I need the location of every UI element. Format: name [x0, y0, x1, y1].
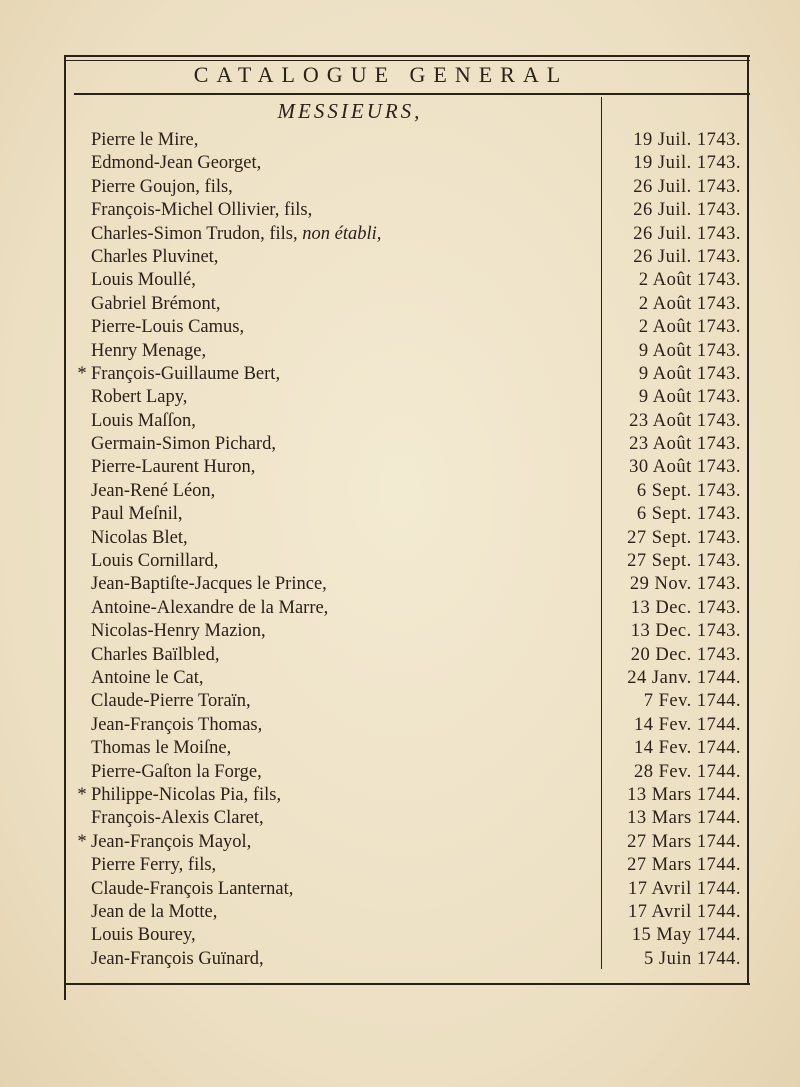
- name-row: [70, 503, 595, 526]
- name-row: [70, 223, 595, 246]
- member-name: Thomas le Moiſne,: [91, 738, 232, 759]
- reception-date: 24 Janv. 1744.: [627, 667, 741, 688]
- name-row: [70, 199, 595, 222]
- member-name: Pierre-Gaſton la Forge,: [91, 761, 262, 782]
- reception-date: 2 Août 1743.: [638, 270, 741, 291]
- reception-date: 7 Fev. 1744.: [643, 691, 741, 712]
- page-frame-bottom-rule: [64, 983, 750, 985]
- member-name: Charles Baïlbled,: [91, 644, 220, 665]
- name-row: [70, 573, 595, 596]
- reception-date: 13 Mars 1744.: [627, 784, 741, 805]
- name-row: [70, 433, 595, 456]
- member-name: Louis Cornillard,: [91, 551, 219, 572]
- name-row: [70, 550, 595, 573]
- reception-date: 27 Sept. 1743.: [627, 551, 741, 572]
- column-divider: [601, 97, 602, 969]
- status-note: non établi,: [302, 223, 382, 244]
- reception-date: 29 Nov. 1743.: [629, 574, 741, 595]
- reception-date: 6 Sept. 1743.: [636, 480, 741, 501]
- reception-date: 2 Août 1743.: [638, 317, 741, 338]
- name-row: [70, 340, 595, 363]
- reception-date: 26 Juil. 1743.: [633, 223, 741, 244]
- member-name: Louis Maſſon,: [91, 410, 196, 431]
- reception-date: 9 Août 1743.: [638, 340, 741, 361]
- reception-date: 13 Dec. 1743.: [630, 621, 741, 642]
- name-row: [70, 386, 595, 409]
- name-row: [70, 807, 595, 830]
- asterisk-mark: *: [77, 784, 87, 805]
- reception-date: 26 Juil. 1743.: [633, 246, 741, 267]
- member-name: Claude-François Lanternat,: [91, 878, 294, 899]
- member-name: François-Guillaume Bert,: [91, 363, 281, 384]
- name-row: [70, 316, 595, 339]
- member-name: Pierre-Laurent Huron,: [91, 457, 256, 478]
- name-row: [70, 620, 595, 643]
- member-name: Claude-Pierre Toraïn,: [91, 691, 251, 712]
- name-row: [70, 690, 595, 713]
- member-name: Robert Lapy,: [91, 387, 188, 408]
- name-row: [70, 129, 595, 152]
- name-row: [70, 667, 595, 690]
- dates-column: [603, 129, 745, 971]
- names-column: [70, 129, 595, 971]
- reception-date: 15 May 1744.: [631, 925, 741, 946]
- name-row: [70, 597, 595, 620]
- member-name: Louis Moullé,: [91, 270, 196, 291]
- reception-date: 30 Août 1743.: [629, 457, 741, 478]
- member-name: Nicolas-Henry Mazion,: [91, 621, 266, 642]
- reception-date: 27 Mars 1744.: [627, 855, 741, 876]
- name-row: [70, 948, 595, 971]
- asterisk-mark: *: [77, 363, 87, 384]
- reception-date: 19 Juil. 1743.: [633, 130, 741, 150]
- name-row: [70, 293, 595, 316]
- reception-date: 6 Sept. 1743.: [636, 504, 741, 525]
- name-row: [70, 410, 595, 433]
- member-name: Louis Bourey,: [91, 925, 196, 946]
- reception-date: 17 Avril 1744.: [627, 901, 741, 922]
- member-name: Charles-Simon Trudon, fils,: [91, 223, 298, 244]
- member-name: François-Michel Ollivier, fils,: [91, 200, 313, 221]
- member-name: Antoine le Cat,: [91, 667, 204, 688]
- member-name: Jean-François Mayol,: [91, 831, 252, 852]
- member-name: Edmond-Jean Georget,: [91, 153, 262, 174]
- reception-date: 5 Juin 1744.: [644, 948, 741, 969]
- reception-date: 17 Avril 1744.: [627, 878, 741, 899]
- reception-date: 23 Août 1743.: [629, 434, 741, 455]
- member-name: Paul Meſnil,: [91, 504, 183, 525]
- reception-date: 28 Fev. 1744.: [633, 761, 741, 782]
- member-name: Pierre le Mire,: [91, 130, 199, 150]
- name-row: [70, 152, 595, 175]
- member-name: Germain-Simon Pichard,: [91, 434, 276, 455]
- reception-date: 2 Août 1743.: [638, 293, 741, 314]
- reception-date: 26 Juil. 1743.: [633, 176, 741, 197]
- page-frame-left-rule: [64, 55, 66, 1000]
- member-name: Jean-François Guïnard,: [91, 948, 264, 969]
- member-name: Nicolas Blet,: [91, 527, 188, 548]
- member-name: Pierre Ferry, fils,: [91, 855, 217, 876]
- name-row: [70, 176, 595, 199]
- member-name: François-Alexis Claret,: [91, 808, 264, 829]
- reception-date: 27 Sept. 1743.: [627, 527, 741, 548]
- reception-date: 9 Août 1743.: [638, 387, 741, 408]
- name-row: [70, 456, 595, 479]
- reception-date: 19 Juil. 1743.: [633, 153, 741, 174]
- running-head: CATALOGUE GENERAL: [193, 62, 569, 87]
- member-name: Jean-François Thomas,: [91, 714, 263, 735]
- reception-date: 26 Juil. 1743.: [633, 200, 741, 221]
- name-row: [70, 784, 595, 807]
- reception-date: 14 Fev. 1744.: [633, 738, 741, 759]
- name-row: [70, 644, 595, 667]
- member-name: Pierre-Louis Camus,: [91, 317, 245, 338]
- member-name: Charles Pluvinet,: [91, 246, 219, 267]
- member-name: Jean-René Léon,: [91, 480, 216, 501]
- member-name: Pierre Goujon, fils,: [91, 176, 233, 197]
- name-row: [70, 269, 595, 292]
- member-name: Jean-Baptiſte-Jacques le Prince,: [91, 574, 327, 595]
- member-name: Philippe-Nicolas Pia, fils,: [91, 784, 282, 805]
- reception-date: 9 Août 1743.: [638, 363, 741, 384]
- reception-date: 23 Août 1743.: [629, 410, 741, 431]
- name-row: [70, 246, 595, 269]
- reception-date: 14 Fev. 1744.: [633, 714, 741, 735]
- name-row: [70, 363, 595, 386]
- member-name: Jean de la Motte,: [91, 901, 218, 922]
- member-name: Antoine-Alexandre de la Marre,: [91, 597, 329, 618]
- asterisk-mark: *: [77, 831, 87, 852]
- header-rule: [74, 93, 750, 95]
- reception-date: 27 Mars 1744.: [627, 831, 741, 852]
- name-row: [70, 854, 595, 877]
- member-name: Henry Menage,: [91, 340, 207, 361]
- reception-date: 13 Dec. 1743.: [630, 597, 741, 618]
- section-title: MESSIEURS,: [277, 99, 423, 123]
- name-row: [70, 714, 595, 737]
- member-name: Gabriel Brémont,: [91, 293, 221, 314]
- page-frame-right-rule: [747, 55, 749, 985]
- name-row: [70, 831, 595, 854]
- name-row: [70, 527, 595, 550]
- name-row: [70, 761, 595, 784]
- reception-date: 20 Dec. 1743.: [630, 644, 741, 665]
- name-row: [70, 737, 595, 760]
- name-row: [70, 901, 595, 924]
- name-row: [70, 480, 595, 503]
- name-row: [70, 878, 595, 901]
- reception-date: 13 Mars 1744.: [627, 808, 741, 829]
- name-row: [70, 924, 595, 947]
